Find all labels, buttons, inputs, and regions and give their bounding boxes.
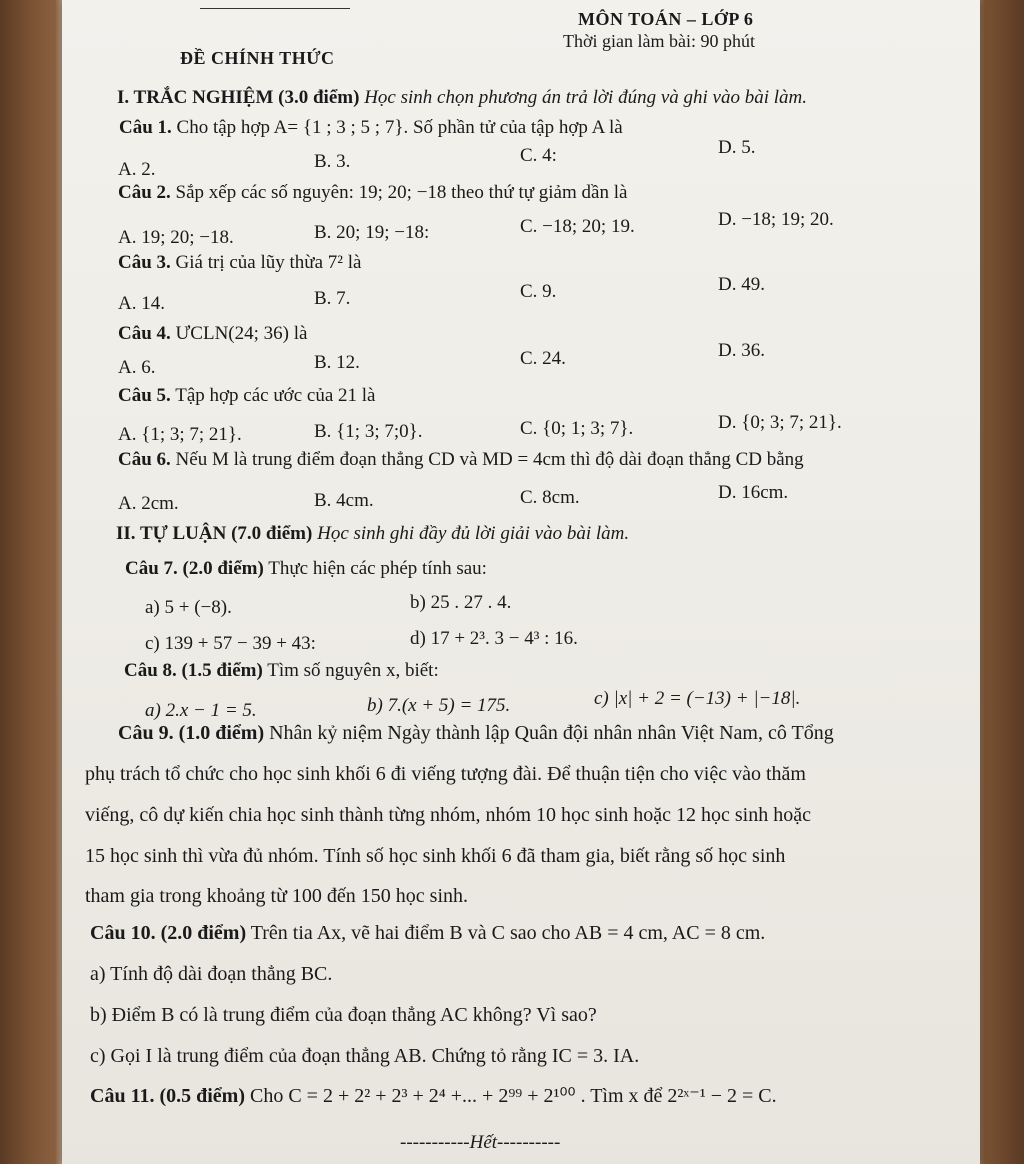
question-5 — [118, 385, 375, 407]
question-4 — [118, 323, 307, 345]
time-limit: Thời gian làm bài: 90 phút — [563, 31, 755, 51]
question-label: Câu 4. — [118, 323, 171, 344]
question-text: Trên tia Ax, vẽ hai điểm B và C sao cho AB = 4 cm, AC = 8 cm. — [250, 922, 766, 944]
option-b: B. 12. — [314, 352, 360, 373]
question-9 — [118, 722, 834, 744]
question-text: Cho tập hợp A= {1 ; 3 ; 5 ; 7}. Số phần tử của tập hợp A là — [176, 117, 623, 138]
q10-part-b: b) Điểm B có là trung điểm của đoạn thẳng AC không? Vì sao? — [90, 1004, 597, 1026]
question-text: Nếu M là trung điểm đoạn thẳng CD và MD = 4cm thì độ dài đoạn thẳng CD bằng — [175, 449, 804, 470]
option-d: D. −18; 19; 20. — [718, 209, 834, 230]
question-text: Giá trị của lũy thừa 7² là — [175, 252, 362, 273]
q9-line-5: tham gia trong khoảng từ 100 đến 150 học sinh. — [85, 885, 469, 907]
question-label: Câu 11. (0.5 điểm) — [90, 1085, 245, 1107]
q7-part-c: c) 139 + 57 − 39 + 43: — [145, 633, 316, 654]
q7-part-d: d) 17 + 2³. 3 − 4³ : 16. — [410, 628, 578, 649]
official-label: ĐỀ CHÍNH THỨC — [180, 48, 335, 68]
option-c: C. 24. — [520, 348, 566, 369]
question-10 — [90, 922, 765, 944]
q10-part-c: c) Gọi I là trung điểm của đoạn thẳng AB. Chứng tỏ rằng IC = 3. IA. — [90, 1045, 640, 1067]
q8-part-b: b) 7.(x + 5) = 175. — [367, 695, 511, 716]
option-c: C. 4: — [520, 145, 557, 166]
question-text: Tìm số nguyên x, biết: — [267, 660, 439, 681]
option-b: B. 4cm. — [314, 490, 374, 511]
question-3 — [118, 252, 361, 274]
option-a: A. 2cm. — [118, 493, 179, 514]
q9-line-2: phụ trách tổ chức cho học sinh khối 6 đi viếng tượng đài. Để thuận tiện cho việc vào thăm — [85, 763, 806, 785]
q8-part-a: a) 2.x − 1 = 5. — [145, 700, 257, 721]
q9-line-3: viếng, cô dự kiến chia học sinh thành từng nhóm, nhóm 10 học sinh hoặc 12 học sinh hoặc — [85, 804, 811, 826]
option-d: D. 16cm. — [718, 482, 789, 503]
question-label: Câu 7. (2.0 điểm) — [125, 558, 264, 579]
part1-instruction: Học sinh chọn phương án trả lời đúng và ghi vào bài làm. — [364, 87, 807, 108]
option-b: B. {1; 3; 7;0}. — [314, 421, 423, 442]
option-c: C. {0; 1; 3; 7}. — [520, 418, 634, 439]
option-a: A. {1; 3; 7; 21}. — [118, 424, 242, 445]
option-c: C. −18; 20; 19. — [520, 216, 635, 237]
option-d: D. {0; 3; 7; 21}. — [718, 412, 842, 433]
part2-instruction: Học sinh ghi đầy đủ lời giải vào bài làm. — [317, 523, 630, 544]
question-1 — [119, 117, 623, 139]
option-b: B. 20; 19; −18: — [314, 222, 430, 243]
part2-heading: II. TỰ LUẬN (7.0 điểm) — [116, 523, 313, 544]
subject-title: MÔN TOÁN – LỚP 6 — [578, 9, 754, 29]
option-d: D. 49. — [718, 274, 765, 295]
end-marker: -----------Hết---------- — [400, 1132, 561, 1153]
question-label: Câu 6. — [118, 449, 171, 470]
option-c: C. 9. — [520, 281, 557, 302]
option-a: A. 14. — [118, 293, 165, 314]
option-b: B. 7. — [314, 288, 351, 309]
question-label: Câu 5. — [118, 385, 171, 406]
q7-part-b: b) 25 . 27 . 4. — [410, 592, 512, 613]
question-7 — [125, 558, 487, 580]
question-text: Nhân kỷ niệm Ngày thành lập Quân đội nhân nhân Việt Nam, cô Tổng — [269, 722, 834, 744]
question-label: Câu 2. — [118, 182, 171, 203]
exam-paper — [62, 0, 980, 1164]
option-c: C. 8cm. — [520, 487, 580, 508]
option-a: A. 6. — [118, 357, 156, 378]
option-d: D. 5. — [718, 137, 756, 158]
question-label: Câu 1. — [119, 117, 172, 138]
question-text: Thực hiện các phép tính sau: — [268, 558, 487, 579]
q7-part-a: a) 5 + (−8). — [145, 597, 232, 618]
q8-part-c: c) |x| + 2 = (−13) + |−18|. — [594, 688, 801, 709]
question-text: Sắp xếp các số nguyên: 19; 20; −18 theo thứ tự giảm dần là — [175, 182, 628, 203]
q10-part-a: a) Tính độ dài đoạn thẳng BC. — [90, 963, 333, 985]
question-label: Câu 8. (1.5 điểm) — [124, 660, 263, 681]
question-text: Cho C = 2 + 2² + 2³ + 2⁴ +... + 2⁹⁹ + 2¹⁰⁰ . Tìm x để 2²ˣ⁻¹ − 2 = C. — [250, 1085, 777, 1107]
question-2 — [118, 182, 627, 204]
option-b: B. 3. — [314, 151, 351, 172]
top-rule — [200, 8, 350, 9]
option-d: D. 36. — [718, 340, 765, 361]
question-text: ƯCLN(24; 36) là — [175, 323, 308, 344]
question-text: Tập hợp các ước của 21 là — [175, 385, 376, 406]
question-6 — [118, 449, 804, 471]
question-label: Câu 3. — [118, 252, 171, 273]
option-a: A. 2. — [118, 159, 156, 180]
part1-heading: I. TRẮC NGHIỆM (3.0 điểm) — [117, 87, 360, 108]
question-8 — [124, 660, 439, 682]
part1-heading-line — [117, 87, 807, 109]
question-11 — [90, 1085, 777, 1107]
part2-heading-line — [116, 523, 629, 545]
q9-line-4: 15 học sinh thì vừa đủ nhóm. Tính số học sinh khối 6 đã tham gia, biết rằng số học sinh — [85, 845, 786, 867]
question-label: Câu 10. (2.0 điểm) — [90, 922, 247, 944]
question-label: Câu 9. (1.0 điểm) — [118, 722, 265, 744]
option-a: A. 19; 20; −18. — [118, 227, 234, 248]
